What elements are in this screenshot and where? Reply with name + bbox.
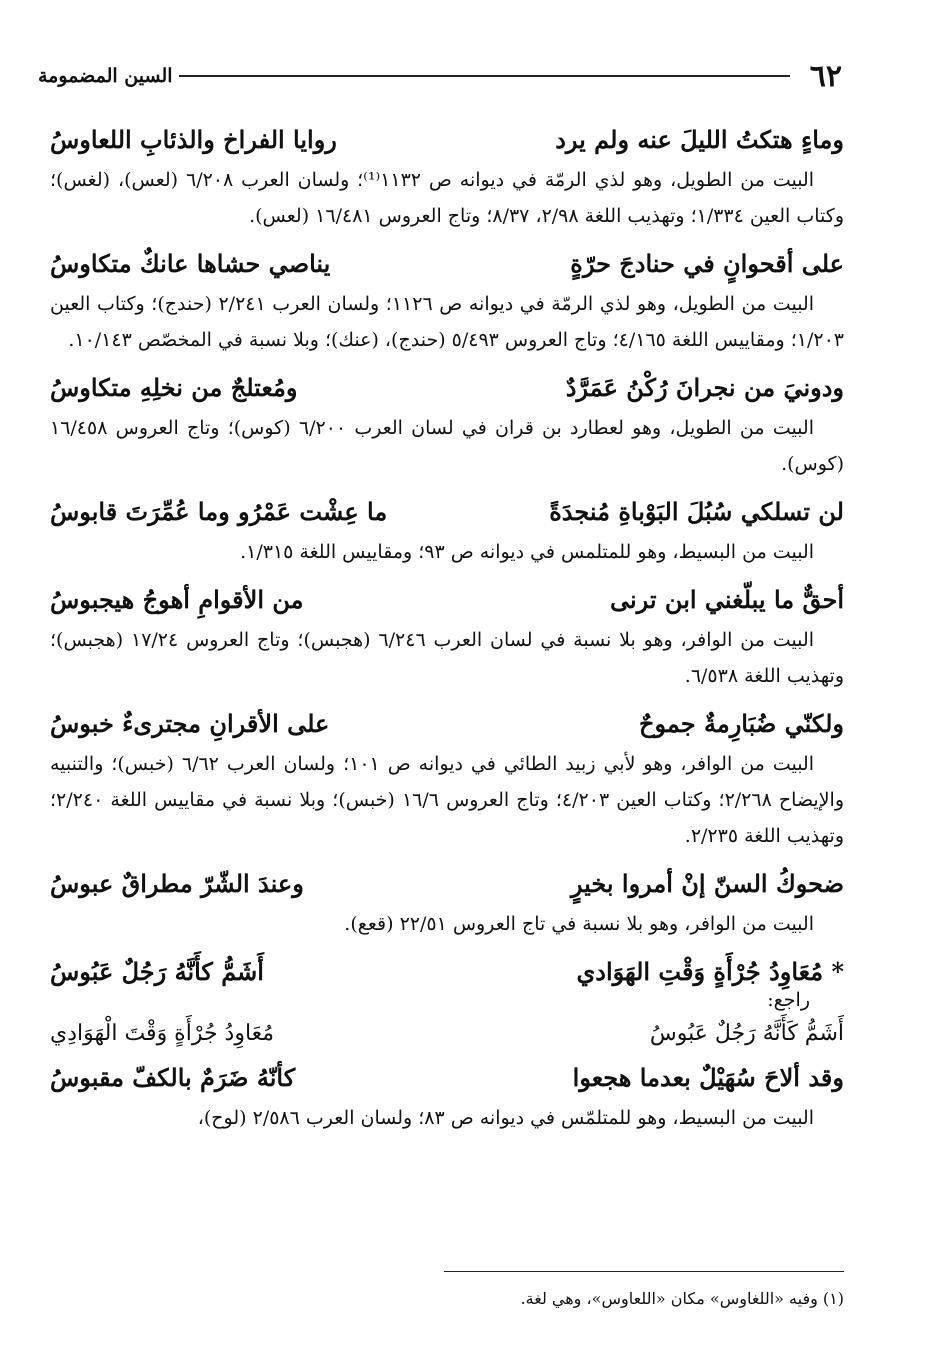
citation-note: البيت من الطويل، وهو لذي الرمّة في ديوانه ص ١١٢٦؛ ولسان العرب ٢/٢٤١ (حندج)؛ وكتاب العين ١/٢٠٣؛ ومقاييس اللغة ٤/١٦٥؛ وتاج العروس ٥/٤٩٣ (حندج)، (عنك)؛ وبلا نسبة في المخصّص ١٠/١٤٣. — [50, 293, 844, 351]
verse-line — [50, 118, 844, 162]
entry — [50, 118, 844, 234]
page-header — [38, 58, 842, 94]
citation-note: البيت من الوافر، وهو بلا نسبة في لسان العرب ٦/٢٤٦ (هجبس)؛ وتاج العروس ١٧/٢٤ (هجبس)؛ وتهذيب اللغة ٦/٥٣٨. — [50, 629, 844, 687]
citation-note: البيت من الوافر، وهو لأبي زبيد الطائي في ديوانه ص ١٠١؛ ولسان العرب ٦/٦٢ (خبس)؛ والتنبيه والإيضاح ٢/٢٦٨؛ وكتاب العين ٤/٢٠٣؛ وتاج العروس ١٦/٦ (خبس)؛ وبلا نسبة في مقاييس اللغة ٢/٢٤٠؛ وتهذيب اللغة ٢/٢٣٥. — [50, 753, 845, 847]
verse-second-hemistich: يناصي حشاها عانكٌ متكاوسُ — [50, 249, 331, 278]
verse-first-hemistich: وقد ألاحَ سُهَيْلٌ بعدما هجعوا — [572, 1063, 844, 1092]
citation-note: البيت من الطويل، وهو لذي الرمّة في ديوانه ص ١١٣٢⁽¹⁾؛ ولسان العرب ٦/٢٠٨ (لعس)، (لغس)؛ وكتاب العين ١/٣٣٤؛ وتهذيب اللغة ٢/٩٨، ٨/٣٧؛ وتاج العروس ١٦/٤٨١ (لعس). — [50, 169, 844, 227]
citation-note: البيت من الوافر، وهو بلا نسبة في تاج العروس ٢٢/٥١ (قعع). — [344, 913, 814, 935]
verse-first-hemistich: لن تسلكي سُبُلَ البَوْباةِ مُنجدَةً — [549, 497, 844, 526]
entry — [50, 950, 844, 1056]
citation-note: البيت من البسيط، وهو للمتلمس في ديوانه ص ٩٣؛ ومقاييس اللغة ١/٣١٥. — [240, 541, 814, 563]
footnote-rule — [444, 1271, 844, 1272]
entry — [50, 862, 844, 942]
verse-second-hemistich: من الأقوامِ أهوجُ هيجبوسُ — [50, 585, 304, 614]
header-rule — [179, 75, 790, 77]
verse-first-hemistich: ولكنّي ضُبَارِمةٌ جموحٌ — [639, 709, 844, 738]
verse-second-hemistich: أَشَمُّ كأَنَّهُ رَجُلٌ عَبُوسُ — [50, 957, 264, 986]
verse-first-hemistich: أحقٌّ ما يبلّغني ابن ترنى — [609, 585, 844, 614]
verse-line — [50, 490, 844, 534]
see-also-first-hemistich: أَشَمُّ كَأَنَّهُ رَجُلٌ عَبُوسُ — [649, 1021, 844, 1046]
verse-first-hemistich: على أقحوانٍ في حنادجَ حرّةٍ — [570, 249, 844, 278]
verse-line — [50, 578, 844, 622]
citation-note: البيت من الطويل، وهو لعطارد بن قران في لسان العرب ٦/٢٠٠ (كوس)؛ وتاج العروس ١٦/٤٥٨ (كوس). — [50, 417, 844, 475]
verse-line — [50, 862, 844, 906]
footnote: (١) وفيه «اللغاوس» مكان «اللعاوس»، وهي لغة. — [520, 1289, 844, 1308]
verse-line — [50, 242, 844, 286]
verse-first-hemistich: * مُعَاوِدُ جُرْأَةٍ وَقْتِ الهَوَادي — [576, 957, 844, 986]
verse-line — [50, 702, 844, 746]
page-number: ٦٢ — [809, 58, 842, 94]
verse-second-hemistich: كأنّهُ ضَرَمٌ بالكفّ مقبوسُ — [50, 1063, 296, 1092]
entry — [50, 578, 844, 694]
entry — [50, 366, 844, 482]
verse-second-hemistich: روايا الفراخ والذئابِ اللعاوسُ — [50, 125, 337, 154]
entry — [50, 242, 844, 358]
see-also-second-hemistich: مُعَاوِدُ جُرْأَةٍ وَقْتَ الْهَوَادِي — [50, 1021, 275, 1046]
entry — [50, 702, 844, 854]
citation-note: البيت من البسيط، وهو للمتلمّس في ديوانه ص ٨٣؛ ولسان العرب ٢/٥٨٦ (لوح)، — [197, 1107, 814, 1129]
entry — [50, 1056, 844, 1136]
verse-line — [50, 1056, 844, 1100]
verse-line — [50, 366, 844, 410]
verse-second-hemistich: ومُعتلجٌ من نخلِهِ متكاوسُ — [50, 373, 298, 402]
see-also-label: راجع: — [767, 989, 810, 1011]
verse-first-hemistich: ضحوكُ السنّ إنْ أمروا بخيرٍ — [570, 869, 844, 898]
verse-second-hemistich: على الأقرانِ مجترىءٌ خبوسُ — [50, 709, 330, 738]
see-also-verse — [50, 1012, 844, 1056]
entries-list — [50, 118, 844, 1144]
section-title: السين المضمومة — [38, 65, 173, 87]
verse-second-hemistich: وعندَ الشّرّ مطراقٌ عبوسُ — [50, 869, 304, 898]
verse-second-hemistich: ما عِشْت عَمْرُو وما عُمِّرَتَ قابوسُ — [50, 497, 388, 526]
verse-first-hemistich: وماءٍ هتكتُ الليلَ عنه ولم يرد — [555, 125, 844, 154]
verse-first-hemistich: ودونيَ من نجرانَ رُكْنُ عَمَرَّدٌ — [565, 373, 844, 402]
entry — [50, 490, 844, 570]
